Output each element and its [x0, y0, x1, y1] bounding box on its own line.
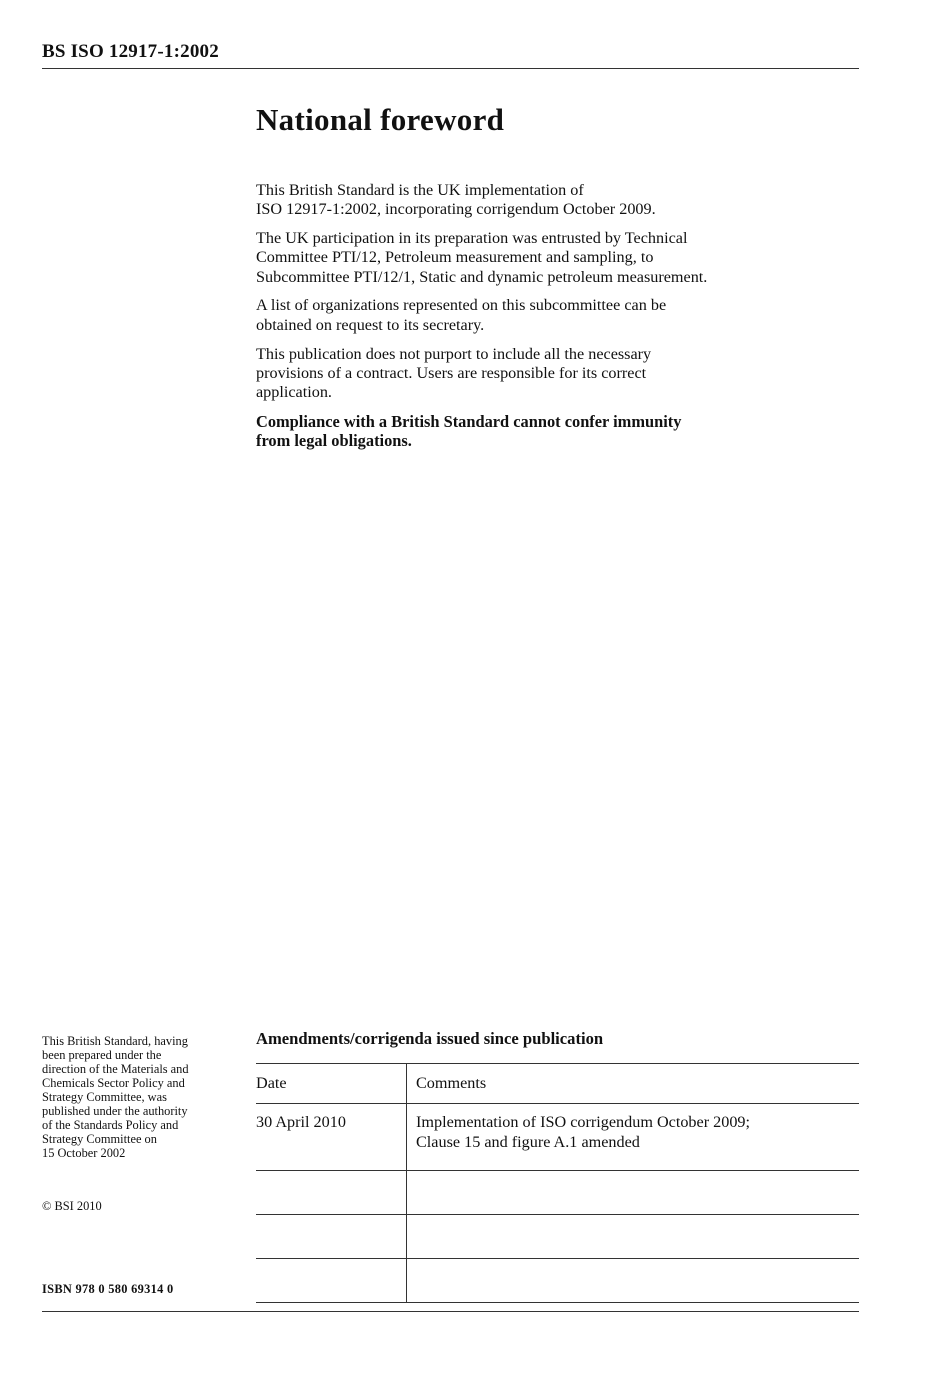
publication-note	[42, 1034, 242, 1160]
text-line: This British Standard is the UK implementation of	[256, 181, 584, 199]
table-row-empty	[256, 1215, 859, 1259]
text-line: This publication does not purport to include all the necessary	[256, 344, 652, 363]
note-line: Strategy Committee, was	[42, 1090, 167, 1104]
header-rule	[42, 68, 859, 69]
column-header-comments: Comments	[416, 1074, 487, 1092]
foreword-body	[256, 181, 816, 460]
amendments-table	[256, 1063, 859, 1303]
text-line: Compliance with a British Standard cannot confer immunity	[256, 411, 682, 431]
comment-line: Implementation of ISO corrigendum October 2009;	[416, 1113, 751, 1131]
note-line: been prepared under the	[42, 1048, 162, 1062]
paragraph-implementation	[256, 181, 816, 220]
note-line: direction of the Materials and	[42, 1062, 189, 1076]
paragraph-organizations	[256, 296, 816, 335]
comment-line: Clause 15 and figure A.1 amended	[416, 1133, 640, 1151]
copyright: © BSI 2010	[42, 1199, 102, 1213]
document-code: BS ISO 12917-1:2002	[42, 41, 219, 62]
text-line: from legal obligations.	[256, 431, 412, 451]
table-row-empty	[256, 1171, 859, 1215]
page-title: National foreword	[256, 102, 505, 137]
paragraph-compliance	[256, 412, 816, 451]
empty-cell	[256, 1259, 407, 1303]
note-line: Strategy Committee on	[42, 1132, 157, 1146]
table-row-empty	[256, 1259, 859, 1303]
amendments-heading: Amendments/corrigenda issued since publication	[256, 1029, 604, 1048]
column-header-date: Date	[256, 1064, 407, 1104]
note-line: Chemicals Sector Policy and	[42, 1076, 185, 1090]
text-line: obtained on request to its secretary.	[256, 315, 485, 334]
empty-cell	[407, 1215, 860, 1259]
paragraph-participation	[256, 229, 816, 287]
text-line: A list of organizations represented on this subcommittee can be	[256, 296, 667, 315]
note-line: 15 October 2002	[42, 1146, 126, 1160]
amendment-comments	[407, 1104, 860, 1171]
footer-rule	[42, 1311, 859, 1312]
text-line: provisions of a contract. Users are responsible for its correct	[256, 363, 647, 382]
note-line: published under the authority	[42, 1104, 188, 1118]
empty-cell	[407, 1259, 860, 1303]
empty-cell	[407, 1171, 860, 1215]
table-row	[256, 1104, 859, 1171]
text-line: The UK participation in its preparation was entrusted by Technical	[256, 229, 688, 248]
note-line: of the Standards Policy and	[42, 1118, 179, 1132]
text-line: Subcommittee PTI/12/1, Static and dynamic petroleum measurement.	[256, 267, 708, 286]
text-line: application.	[256, 383, 332, 402]
isbn: ISBN 978 0 580 69314 0	[42, 1282, 174, 1296]
empty-cell	[256, 1215, 407, 1259]
empty-cell	[256, 1171, 407, 1215]
text-line: Committee PTI/12, Petroleum measurement and sampling, to	[256, 248, 654, 267]
amendment-date: 30 April 2010	[256, 1104, 407, 1171]
text-line: ISO 12917-1:2002, incorporating corrigendum October 2009.	[256, 200, 656, 219]
paragraph-contract	[256, 345, 816, 403]
table-header-row	[256, 1064, 859, 1104]
note-line: This British Standard, having	[42, 1034, 188, 1048]
